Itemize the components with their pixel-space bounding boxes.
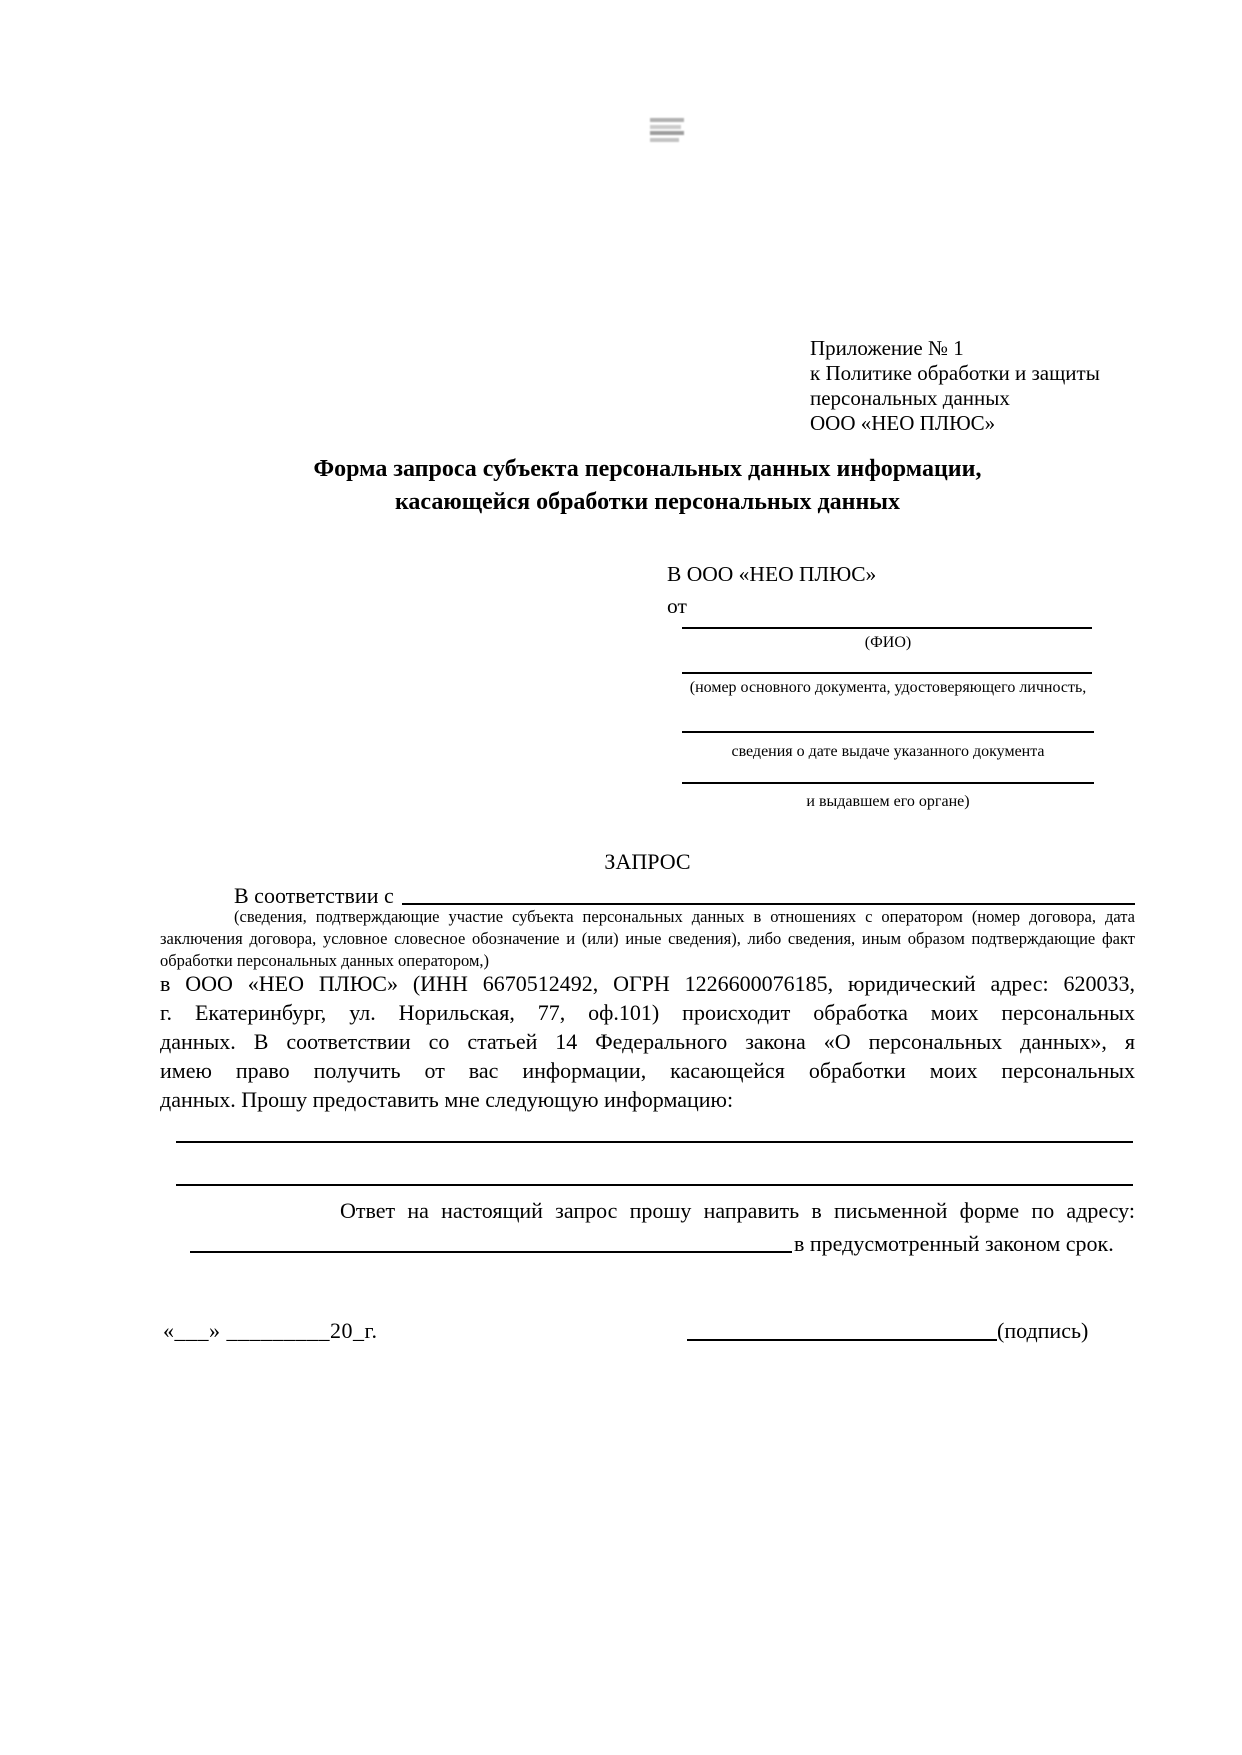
intro-text: В соответствии с	[234, 883, 394, 908]
reply-instruction: Ответ на настоящий запрос прошу направить в письменной форме по адресу:	[340, 1198, 1135, 1223]
logo-placeholder-icon	[650, 118, 684, 142]
note-line: заключения договора, условное словесное обозначение и (или) иные сведения), либо сведения, иным образом подтверждающие факт	[160, 929, 1135, 948]
issuer-caption: и выдавшем его органе)	[806, 793, 970, 810]
intro-fill-line	[402, 881, 1135, 905]
recipient-to: В ООО «НЕО ПЛЮС»	[667, 562, 877, 586]
reply-address-row	[160, 1229, 1135, 1258]
body-line: г. Екатеринбург, ул. Норильская, 77, оф.101) происходит обработка моих персональных	[160, 1000, 1135, 1025]
id-document-fill-line	[682, 672, 1092, 674]
appendix-block	[810, 336, 1100, 436]
request-heading: ЗАПРОС	[604, 849, 691, 874]
id-document-caption: (номер основного документа, удостоверяющего личность,	[689, 679, 1087, 696]
address-fill-line	[190, 1229, 792, 1253]
appendix-line: ООО «НЕО ПЛЮС»	[810, 411, 996, 435]
fio-caption: (ФИО)	[864, 634, 912, 651]
body-line: имею право получить от вас информации, касающейся обработки моих персональных	[160, 1058, 1135, 1083]
fio-fill-line	[682, 627, 1092, 629]
body-line: данных. Прошу предоставить мне следующую информацию:	[160, 1087, 734, 1112]
issuer-fill-line	[682, 782, 1094, 784]
signature-fill-line	[687, 1339, 997, 1341]
appendix-line: персональных данных	[810, 386, 1010, 410]
issue-date-fill-line	[682, 731, 1094, 733]
document-title	[160, 453, 1135, 519]
body-line: в ООО «НЕО ПЛЮС» (ИНН 6670512492, ОГРН 1226600076185, юридический адрес: 620033,	[160, 971, 1135, 996]
note-line: (сведения, подтверждающие участие субъекта персональных данных в отношениях с оператором (номер договора, дата	[234, 907, 1135, 926]
title-line: Форма запроса субъекта персональных данных информации,	[313, 456, 982, 482]
note-line: обработки персональных данных оператором,)	[160, 951, 490, 970]
appendix-line: Приложение № 1	[810, 336, 964, 360]
recipient-from: от	[667, 594, 687, 618]
body-line: данных. В соответствии со статьей 14 Федерального закона «О персональных данных», я	[160, 1029, 1135, 1054]
signature-caption: (подпись)	[997, 1318, 1089, 1343]
spacer	[160, 1229, 190, 1258]
date-line: «___» _________20_г.	[163, 1318, 378, 1343]
answer-fill-line	[176, 1141, 1133, 1143]
appendix-line: к Политике обработки и защиты	[810, 361, 1100, 385]
issue-date-caption: сведения о дате выдаче указанного документа	[731, 743, 1045, 760]
note-block	[160, 906, 1135, 972]
body-paragraph	[160, 969, 1135, 1114]
reply-suffix: в предусмотренный законом срок.	[794, 1231, 1114, 1256]
answer-fill-line	[176, 1184, 1133, 1186]
title-line: касающейся обработки персональных данных	[394, 489, 901, 515]
